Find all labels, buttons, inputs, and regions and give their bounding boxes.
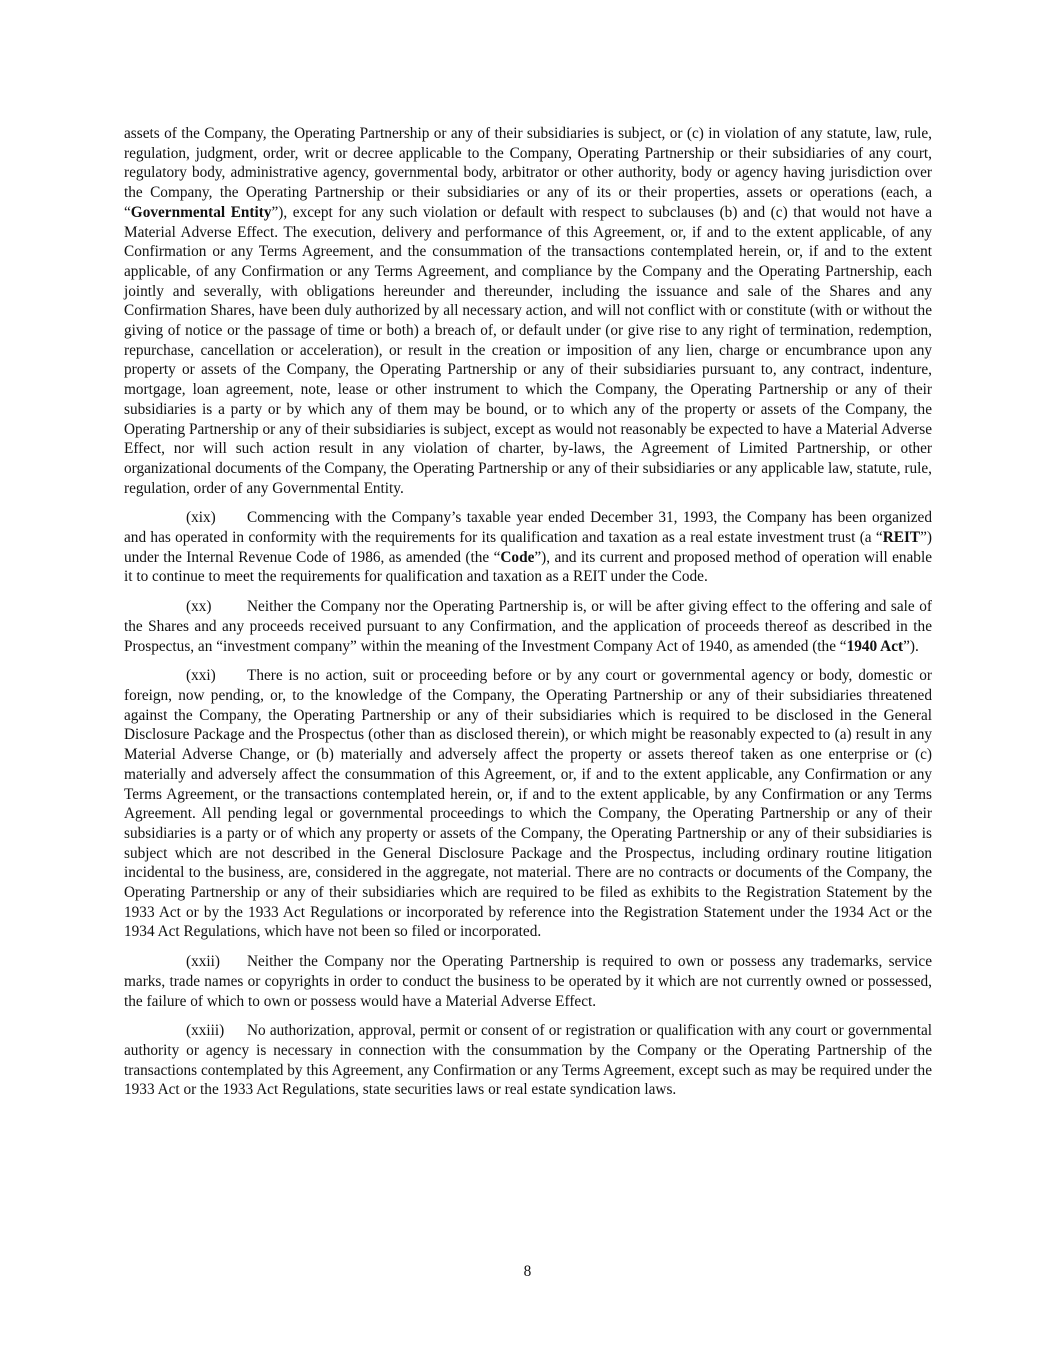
document-page	[124, 124, 932, 1110]
clause-number: (xx)	[186, 598, 212, 616]
paragraph-text: Neither the Company nor the Operating Partnership is required to own or possess any trademarks, service marks, trade names or copyrights in order to conduct the business to be operated by it which are not currently owned or possessed, the failure of which to own or possess would have a Material Adverse Effect.	[124, 953, 932, 1010]
defined-term: Code	[500, 548, 535, 566]
paragraph-xxii	[124, 952, 932, 1011]
paragraph-text: ”).	[903, 637, 919, 655]
paragraph-xxi	[124, 666, 932, 942]
clause-number: (xix)	[186, 509, 216, 527]
paragraph-continuation	[124, 124, 932, 498]
clause-number: (xxiii)	[186, 1022, 225, 1040]
clause-number: (xxii)	[186, 953, 220, 971]
paragraph-text: No authorization, approval, permit or consent of or registration or qualification with any court or governmental authority or agency is necessary in connection with the consummation by the Company or the Operating Partnership of the transactions contemplated by this Agreement, any Confirmation or any Terms Agreement, except such as may be required under the 1933 Act or the 1933 Act Regulations, state securities laws or real estate syndication laws.	[124, 1022, 932, 1099]
paragraph-xxiii	[124, 1021, 932, 1100]
defined-term: 1940 Act	[846, 637, 904, 655]
clause-number: (xxi)	[186, 667, 216, 685]
paragraph-text: Commencing with the Company’s taxable year ended December 31, 1993, the Company has been organized and has operated in conformity with the requirements for its qualification and taxation as a real estate investment trust (a “	[124, 509, 932, 547]
paragraph-xix	[124, 508, 932, 587]
defined-term: Governmental Entity	[130, 203, 272, 221]
paragraph-text: assets of the Company, the Operating Partnership or any of their subsidiaries is subject, or (c) in violation of any statute, law, rule, regulation, judgment, order, writ or decree applicable to the Company, Operating Partnership or their subsidiaries of any court, regulatory body, administrative agency, governmental body, arbitrator or other authority, body or agency having jurisdiction over the Company, the Operating Partnership or their subsidiaries or any of its or their properties, assets or operations (each, a “	[124, 125, 932, 221]
page-number: 8	[523, 1263, 532, 1280]
paragraph-text: Neither the Company nor the Operating Partnership is, or will be after giving effect to the offering and sale of the Shares and any proceeds received pursuant to any Confirmation, and the application of proceeds thereof as described in the Prospectus, an “investment company” within the meaning of the Investment Company Act of 1940, as amended (the “	[124, 598, 932, 655]
defined-term: REIT	[882, 529, 921, 547]
paragraph-text: ”), except for any such violation or default with respect to subclauses (b) and (c) that would not have a Material Adverse Effect. The execution, delivery and performance of this Agreement, or, if and to the extent applicable, of any Confirmation or any Terms Agreement, and the consummation of the transactions contemplated herein, or, if and to the extent applicable, of any Confirmation or any Terms Agreement, and compliance by the Company and the Operating Partnership, each jointly and severally, with obligations hereunder and thereunder, including the issuance and sale of the Shares and any Confirmation Shares, have been duly authorized by all necessary action, and will not conflict with or constitute (with or without the giving of notice or the passage of time or both) a breach of, or default under (or give rise to any right of termination, redemption, repurchase, cancellation or acceleration), or result in the creation or imposition of any lien, charge or encumbrance upon any property or assets of the Company, the Operating Partnership or any of their subsidiaries pursuant to, any contract, indenture, mortgage, loan agreement, note, lease or other instrument to which the Company, the Operating Partnership or any of their subsidiaries is a party or by which any of them may be bound, or to which any of the property or assets of the Company, the Operating Partnership or any of their subsidiaries is subject, except as would not reasonably be expected to have a Material Adverse Effect, nor will such action result in any violation of charter, by-laws, the Agreement of Limited Partnership, or other organizational documents of the Company, the Operating Partnership or any of their subsidiaries or any applicable law, statute, rule, regulation, order of any Governmental Entity.	[124, 203, 932, 497]
paragraph-text: ”), and its current and proposed method of operation will enable it to continue to meet the requirements for qualification and taxation as a REIT under the Code.	[124, 548, 932, 586]
paragraph-text: ”) under the Internal Revenue Code of 1986, as amended (the “	[124, 529, 932, 566]
paragraph-xx	[124, 597, 932, 656]
paragraph-text: There is no action, suit or proceeding before or by any court or governmental agency or body, domestic or foreign, now pending, or, to the knowledge of the Company, the Operating Partnership or any of their subsidiaries threatened against the Company, the Operating Partnership or any of their subsidiaries which is required to be disclosed in the General Disclosure Package and the Prospectus (other than as disclosed therein), or which might be reasonably expected to (a) result in any Material Adverse Change, or (b) materially and adversely affect the property or assets thereof taken as one enterprise or (c) materially and adversely affect the consummation of this Agreement, or, if and to the extent applicable, any Confirmation or any Terms Agreement, or the transactions contemplated herein, or, if and to the extent applicable, by any Confirmation or any Terms Agreement. All pending legal or governmental proceedings to which the Company, the Operating Partnership or any of their subsidiaries is a party or of which any property or assets of the Company, the Operating Partnership or any of their subsidiaries is subject which are not described in the General Disclosure Package and the Prospectus, including ordinary routine litigation incidental to the business, are, considered in the aggregate, not material. There are no contracts or documents of the Company, the Operating Partnership or any of their subsidiaries which are required to be filed as exhibits to the Registration Statement by the 1933 Act or by the 1933 Act Regulations or incorporated by reference into the Registration Statement under the 1934 Act or the 1934 Act Regulations, which have not been so filed or incorporated.	[124, 667, 932, 941]
